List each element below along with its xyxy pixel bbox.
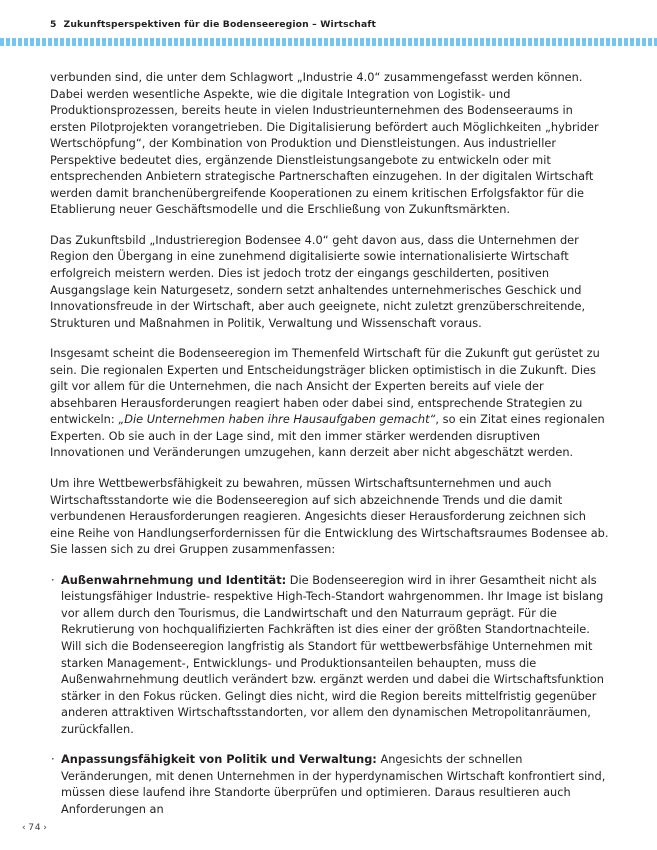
quote-lead-in: Insgesamt scheint die Bodenseeregion im Themenfeld Wirtschaft für die Zukunft gut gerüstet zu sein. Die regionalen Experten und Entscheidungsträger blicken optimistisch in die Zukunft. Dies gilt vor allem für die Unternehmen, die nach Ansicht der Experten bereits auf viele der absehbaren Herausforderungen reagiert haben oder dabei sind, entsprechende Strategien zu entwickeln: bbox=[50, 346, 600, 427]
paragraph-zukunftsbild: Das Zukunftsbild „Industrieregion Bodensee 4.0“ geht davon aus, dass die Unternehmen der Region den Übergang in eine zunehmend digitalisierte sowie internationalisierte Wirtschaft erfolgreich meistern werden. Dies ist jedoch trotz der eingangs geschilderten, positiven Ausgangslage kein Naturgesetz, sondern setzt anhaltendes unternehmerisches Geschick und Innovationsfreude in der Wirtschaft, aber auch geeignete, nicht zuletzt grenzüberschreitende, Strukturen und Maßnahmen in Politik, Verwaltung und Wissenschaft voraus. bbox=[50, 232, 586, 330]
running-header bbox=[50, 19, 376, 30]
page-number: 74 bbox=[28, 822, 42, 833]
body-text-column bbox=[50, 69, 610, 817]
expert-quote: „Die Unternehmen haben ihre Hausaufgaben gemacht“ bbox=[118, 412, 436, 427]
list-item-text: Die Bodenseeregion wird in ihrer Gesamtheit nicht als leistungsfähiger Industrie- respektive High-Tech-Standort wahrgenommen. Ihr Image ist bislang vor allem durch den Tourismus, die Landwirtschaft und den Naturraum geprägt. Für die Rekrutierung von hochqualifizierten Fachkräften ist dies einer der größten Standortnachteile. Will sich die Bodenseeregion langfristig als Standort für wettbewerbsfähige Unternehmen mit starken Management-, Entwicklungs- und Produktionsanteilen behaupten, muss die Außenwahrnehmung deutlich verändert bzw. ergänzt werden und dabei die Wirtschaftsfunktion stärker in den Fokus rücken. Gelingt dies nicht, wird die Region bereits mittelfristig gegenüber anderen attraktiven Wirtschaftsstandorten, vor allem den dynamischen Metropolitanräumen, zurückfallen. bbox=[61, 572, 604, 736]
list-item bbox=[50, 572, 610, 737]
quote-trailer: , so ein Zitat eines regionalen Experten. Ob sie auch in der Lage sind, mit den immer stärker werdenden disruptiven Innovationen und Veränderungen umzugehen, kann derzeit aber nicht abgeschätzt werden. bbox=[50, 412, 605, 460]
list-item-lead: Außenwahrnehmung und Identität: bbox=[61, 572, 287, 587]
bullet-icon: · bbox=[51, 752, 55, 767]
paragraph-industrie-40: verbunden sind, die unter dem Schlagwort „Industrie 4.0“ zusammengefasst werden können. Dabei werden wesentliche Aspekte, wie die digitale Integration von Logistik- und Produktionsprozessen, bereits heute in vielen Industrieunternehmen des Bodenseeraums in ersten Pilotprojekten vorangetrieben. Die Digitalisierung befördert auch Möglichkeiten „hybrider Wertschöpfung“, der Kombination von Produktion und Dienstleistungen. Aus industrieller Perspektive bedeutet dies, ergänzende Dienstleistungsangebote zu entwickeln oder mit entsprechenden Anbietern strategische Partnerschaften einzugehen. In der digitalen Wirtschaft werden damit branchenübergreifende Kooperationen zu einem kritischen Erfolgsfaktor für die Etablierung neuer Geschäftsmodelle und die Erschließung von Zukunftsmärkten. bbox=[50, 70, 599, 217]
chapter-title: Zukunftsperspektiven für die Bodenseeregion – Wirtschaft bbox=[63, 19, 377, 30]
paragraph-list-intro: Um ihre Wettbewerbsfähigkeit zu bewahren, müssen Wirtschaftsunternehmen und auch Wirtschaftsstandorte wie die Bodenseeregion auf sich abzeichnende Trends und die damit verbundenen Herausforderungen reagieren. Angesichts dieser Herausforderung zeichnen sich eine Reihe von Handlungserfordernissen für die Entwicklung des Wirtschaftsraumes Bodensee ab. Sie lassen sich zu drei Gruppen zusammenfassen: bbox=[50, 476, 609, 557]
list-item bbox=[50, 751, 610, 817]
chapter-number: 5 bbox=[50, 19, 57, 30]
list-item-text: Angesichts der schnellen Veränderungen, mit denen Unternehmen in der hyperdynamischen Wirtschaft konfrontiert sind, müssen diese laufend ihre Standorte überprüfen und optimieren. Daraus resultieren auch Anforderungen an bbox=[61, 752, 606, 816]
dashed-rule-divider bbox=[0, 38, 657, 46]
next-page-arrow-icon: › bbox=[43, 822, 48, 833]
bullet-icon: · bbox=[51, 572, 55, 587]
prev-page-arrow-icon: ‹ bbox=[22, 822, 27, 833]
list-item-lead: Anpassungsfähigkeit von Politik und Verwaltung: bbox=[61, 752, 377, 767]
paragraph-insgesamt-with-quote bbox=[50, 345, 610, 461]
page-folio bbox=[20, 822, 49, 833]
handlungserfordernisse-list bbox=[50, 572, 610, 818]
